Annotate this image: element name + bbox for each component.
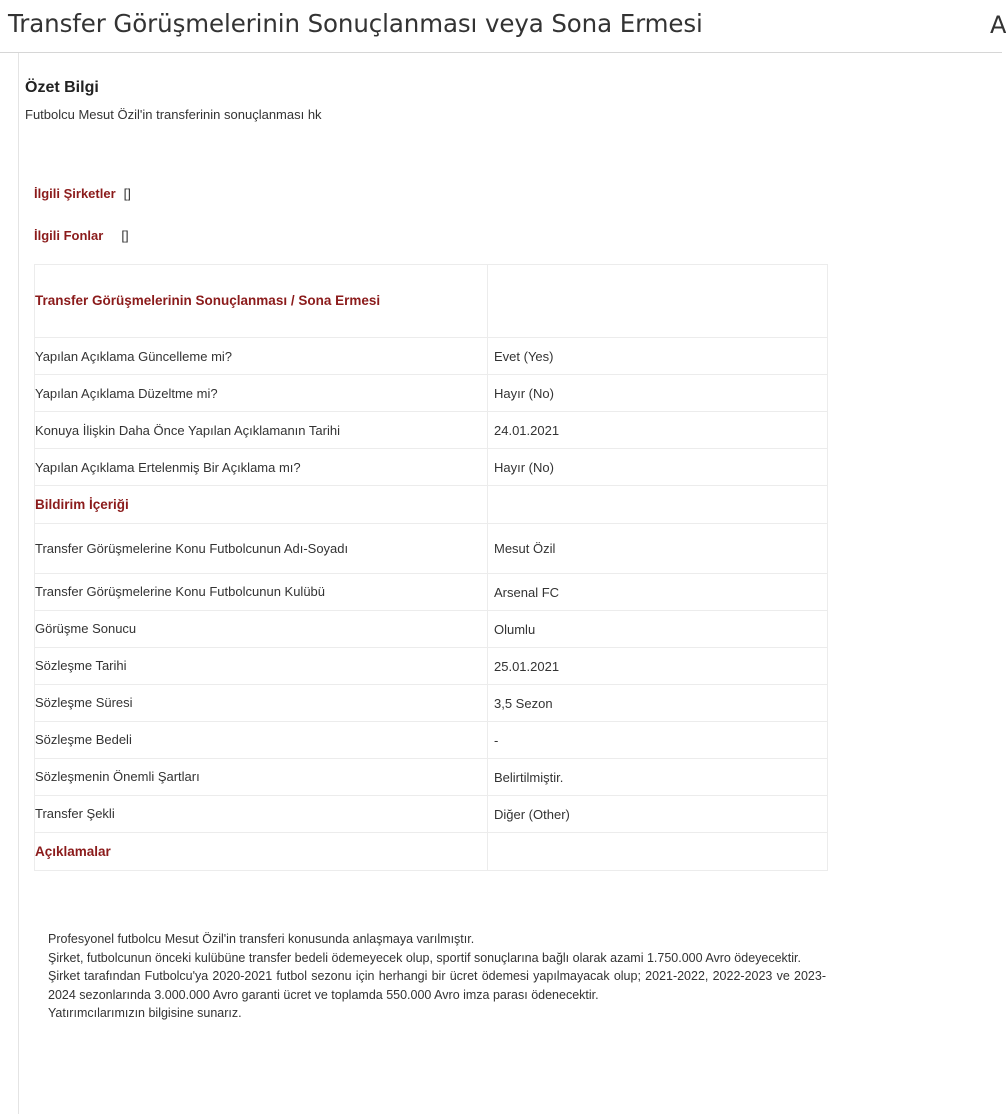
notification-heading-value (488, 486, 828, 524)
explanation-paragraph: Profesyonel futbolcu Mesut Özil'in transferi konusunda anlaşmaya varılmıştır. (48, 932, 475, 946)
row-label: Yapılan Açıklama Düzeltme mi? (35, 375, 488, 412)
related-funds (34, 228, 129, 243)
explanations-heading-row (35, 833, 828, 871)
table-row (35, 648, 828, 685)
row-value: Belirtilmiştir. (488, 759, 828, 796)
explanation-paragraph: Yatırımcılarımızın bilgisine sunarız. (48, 1006, 242, 1020)
explanations-heading: Açıklamalar (35, 833, 488, 871)
page-header (0, 0, 1006, 53)
explanations-heading-value (488, 833, 828, 871)
row-value: 25.01.2021 (488, 648, 828, 685)
row-label: Sözleşme Süresi (35, 685, 488, 722)
table-row (35, 611, 828, 648)
table-row (35, 412, 828, 449)
notification-heading-row (35, 486, 828, 524)
summary-text: Futbolcu Mesut Özil'in transferinin sonuçlanması hk (25, 107, 322, 122)
table-row (35, 449, 828, 486)
row-label: Transfer Görüşmelerine Konu Futbolcunun Kulübü (35, 574, 488, 611)
explanations-text (48, 930, 826, 1023)
row-value: 24.01.2021 (488, 412, 828, 449)
row-label: Yapılan Açıklama Ertelenmiş Bir Açıklama mı? (35, 449, 488, 486)
row-label: Sözleşme Bedeli (35, 722, 488, 759)
disclosure-table (34, 264, 828, 871)
row-label: Sözleşmenin Önemli Şartları (35, 759, 488, 796)
row-label: Transfer Şekli (35, 796, 488, 833)
row-value: Hayır (No) (488, 375, 828, 412)
related-companies (34, 186, 131, 201)
table-row (35, 722, 828, 759)
related-funds-value: [] (121, 228, 129, 243)
table-row (35, 375, 828, 412)
notification-heading: Bildirim İçeriği (35, 486, 488, 524)
explanation-paragraph: Şirket tarafından Futbolcu'ya 2020-2021 futbol sezonu için herhangi bir ücret ödemesi yapılmayacak olup; 2021-2022, 2022-2023 ve 2023-2024 sezonlarında 3.000.000 Avro garanti ücret ve toplamda 550.000 Avro imza parası ödenecektir. (48, 969, 826, 1002)
section-title-value (488, 265, 828, 338)
row-label: Yapılan Açıklama Güncelleme mi? (35, 338, 488, 375)
table-section-row (35, 265, 828, 338)
row-value: Olumlu (488, 611, 828, 648)
related-funds-label: İlgili Fonlar (34, 228, 104, 243)
row-value: Diğer (Other) (488, 796, 828, 833)
related-companies-value: [] (123, 186, 131, 201)
table-row (35, 338, 828, 375)
row-value: Hayır (No) (488, 449, 828, 486)
section-title: Transfer Görüşmelerinin Sonuçlanması / Sona Ermesi (35, 265, 488, 338)
summary-heading: Özet Bilgi (25, 79, 99, 96)
table-row (35, 685, 828, 722)
table-row (35, 759, 828, 796)
row-value: Mesut Özil (488, 524, 828, 574)
row-value: Evet (Yes) (488, 338, 828, 375)
row-label: Sözleşme Tarihi (35, 648, 488, 685)
row-value: - (488, 722, 828, 759)
row-label: Konuya İlişkin Daha Önce Yapılan Açıklamanın Tarihi (35, 412, 488, 449)
row-value: Arsenal FC (488, 574, 828, 611)
explanation-paragraph: Şirket, futbolcunun önceki kulübüne transfer bedeli ödemeyecek olup, sportif sonuçlarına bağlı olarak azami 1.750.000 Avro ödeyecektir. (48, 950, 802, 965)
table-row (35, 524, 828, 574)
table-row (35, 796, 828, 833)
row-label: Görüşme Sonucu (35, 611, 488, 648)
row-value: 3,5 Sezon (488, 685, 828, 722)
header-right-glyph: A (990, 11, 1006, 39)
page-title: Transfer Görüşmelerinin Sonuçlanması veya Sona Ermesi (8, 9, 703, 38)
table-row (35, 574, 828, 611)
row-label: Transfer Görüşmelerine Konu Futbolcunun Adı-Soyadı (35, 524, 488, 574)
related-companies-label: İlgili Şirketler (34, 186, 116, 201)
